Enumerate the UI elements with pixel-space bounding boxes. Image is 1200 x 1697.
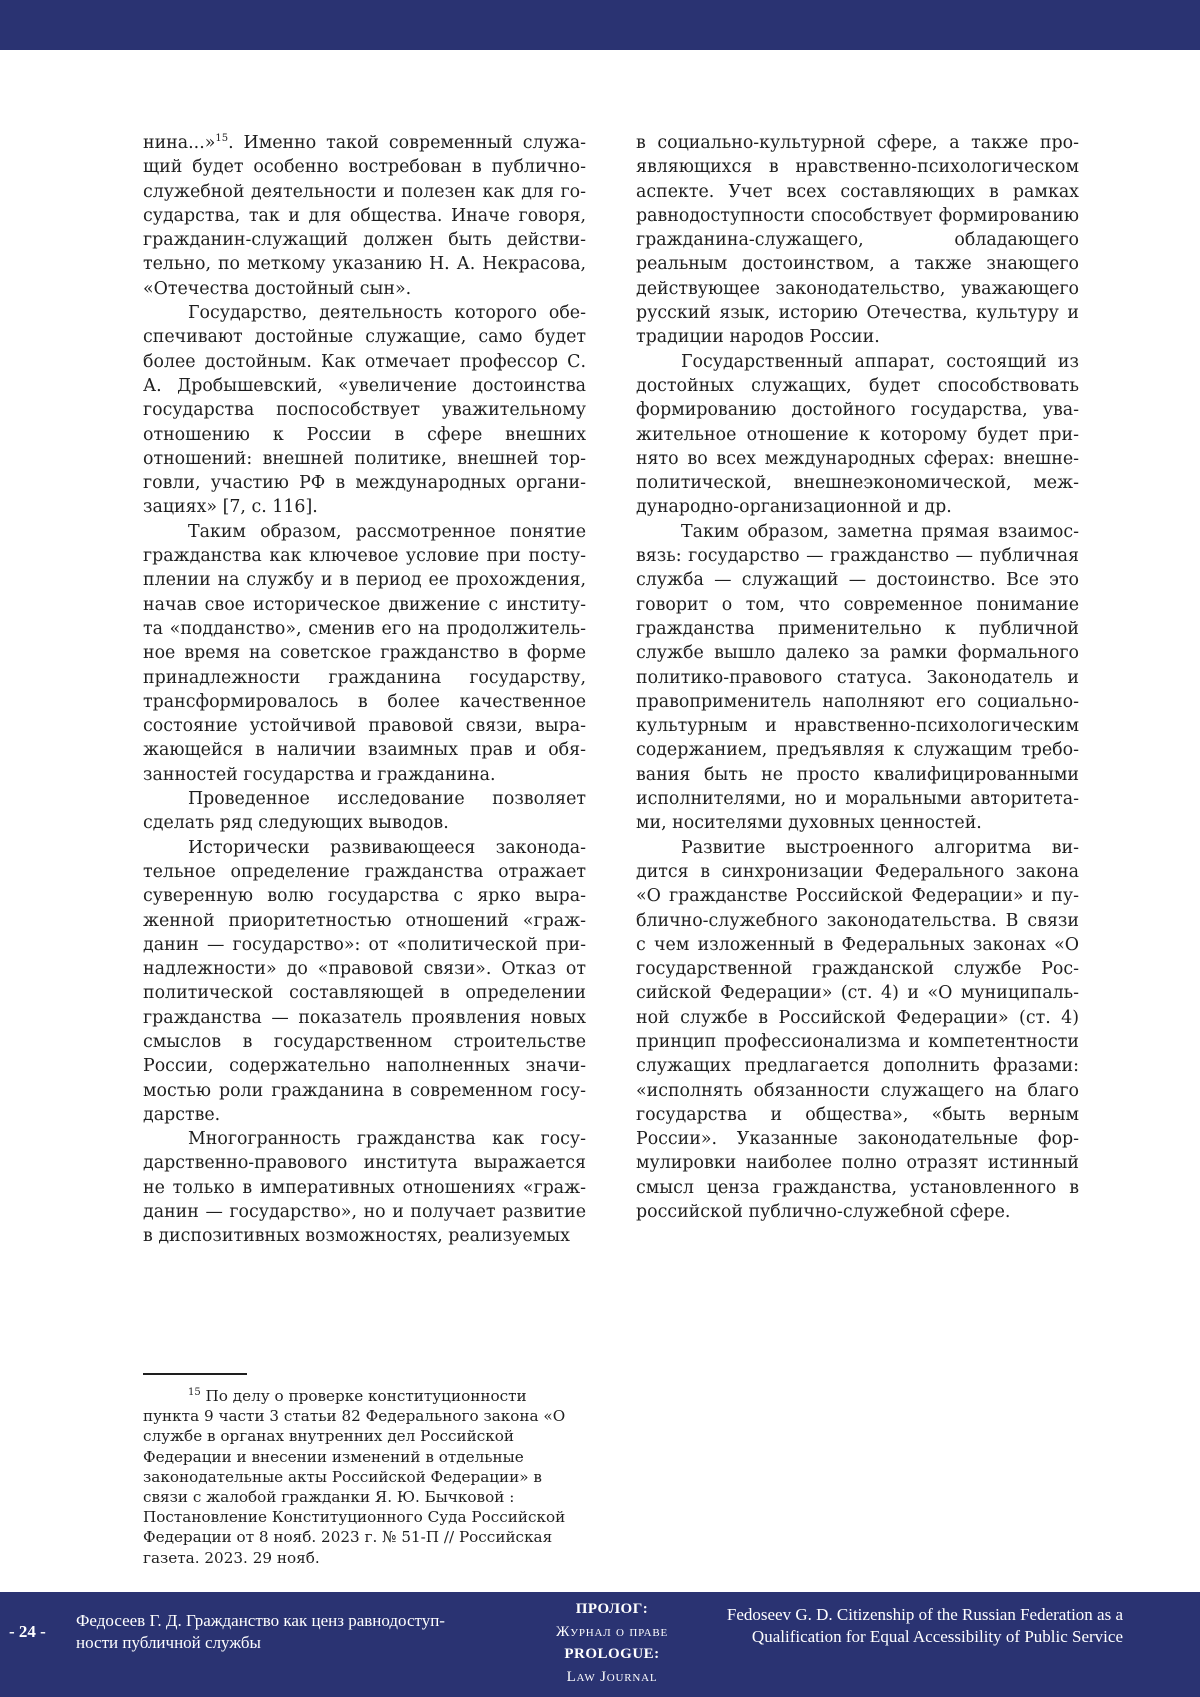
citation-ru: Федосеев Г. Д. Гражданство как ценз равнодоступности публичной службы: [76, 1611, 445, 1652]
footer-bar: [0, 1592, 1200, 1697]
citation-en: Fedoseev G. D. Citizenship of the Russian Federation as a Qualification for Equal Accessibility of Public Service: [726, 1605, 1123, 1646]
footnote-separator: [143, 1373, 247, 1375]
paragraph: Таким образом, рассмотренное понятие гражданства как ключевое условие при поступлении на службу и в период ее прохождения, начав свое историческое движение с института «подданство», сменив его на продолжительное время на советское гражданство в форме принадлежности гражданина государству, трансформировалось в более качественное состояние устойчивой правовой связи, выражающейся в наличии взаимных прав и обязанностей государства и гражданина.: [143, 521, 586, 785]
journal-title-ru: ПРОЛОГ:: [575, 1601, 649, 1617]
paragraph: Проведенное исследование позволяет сделать ряд следующих выводов.: [143, 789, 586, 834]
paragraph: Таким образом, заметна прямая взаимосвязь: государство — гражданство — публичная служба — служащий — достоинство. Все это говорит о том, что современное понимание гражданства применительно к публичной службе вышло далеко за рамки формального политико-правового статуса. Законодатель и правоприменитель наполняют его социально-культурным и нравственно-психологическим содержанием, предъявляя к служащим требования быть не просто квалифицированными исполнителями, но и моральными авторитетами, носителями духовных ценностей.: [636, 521, 1079, 834]
footnote-text: По делу о проверке конституционности пункта 9 части 3 статьи 82 Федерального закона «О службе в органах внутренних дел Российской Федерации и внесении изменений в отдельные законодательные акты Российской Федерации» в связи с жалобой гражданки Я. Ю. Бычковой : Постановление Конституционного Суда Российской Федерации от 8 нояб. 2023 г. № 51-П // Российская газета. 2023. 29 нояб.: [143, 1387, 566, 1567]
journal-subtitle-en: Law Journal: [566, 1668, 658, 1685]
footnote-ref[interactable]: 15: [215, 133, 229, 145]
right-text-column: [636, 131, 1079, 1224]
footnote: [143, 1386, 586, 1568]
paragraph: Государственный аппарат, состоящий из достойных служащих, будет способствовать формированию достойного государства, уважительное отношение к которому будет принято во всех международных сферах: внешнеполитической, внешнеэкономической, международно-организационной и др.: [636, 351, 1079, 518]
paragraph: в социально-культурной сфере, а также проявляющихся в нравственно-психологическом аспекте. Учет всех составляющих в рамках равнодоступности способствует формированию гражданина-служащего, обладающего реальным достоинством, а также знающего действующее законодательство, уважающего русский язык, историю Отечества, культуру и традиции народов России.: [636, 133, 1079, 348]
paragraph: Развитие выстроенного алгоритма видится в синхронизации Федерального закона «О гражданстве Российской Федерации» и публично-служебного законодательства. В связи с чем изложенный в Федеральных законах «О государственной гражданской службе Российской Федерации» (ст. 4) и «О муниципальной службе в Российской Федерации» (ст. 4) принцип профессионализма и компетентности служащих предлагается дополнить фразами: «исполнять обязанности служащего на благо государства и общества», «быть верным России». Указанные законодательные формулировки наиболее полно отразят истинный смысл ценза гражданства, установленного в российской публично-служебной сфере.: [636, 837, 1079, 1223]
footnote-number: 15: [188, 1386, 201, 1398]
paragraph: Государство, деятельность которого обеспечивают достойные служащие, само будет более достойным. Как отмечает профессор С. А. Дробышевский, «увеличение достоинства государства поспособствует уважительному отношению к России в сфере внешних отношений: внешней политике, внешней торговли, участию РФ в международных организациях» [7, с. 116].: [143, 303, 586, 518]
paragraph: Многогранность гражданства как государственно-правового института выражается не только в императивных отношениях «гражданин — государство», но и получает развитие в диспозитивных возможностях, реализуемых: [143, 1129, 586, 1247]
paragraph: нина...»$^{15}$. Именно такой современный служащий будет особенно востребован в публично-служебной деятельности и полезен как для государства, так и для общества. Иначе говоря, гражданин-служащий должен быть действительно, по меткому указанию Н. А. Некрасова, «Отечества достойный сын».: [143, 133, 586, 299]
top-color-bar: [0, 0, 1200, 50]
left-text-column: [143, 131, 586, 1249]
page-number: - 24 -: [9, 1622, 46, 1641]
journal-subtitle-ru: Журнал о праве: [556, 1623, 668, 1640]
paragraph: Исторически развивающееся законодательное определение гражданства отражает суверенную волю государства с ярко выраженной приоритетностью отношений «гражданин — государство»: от «политической принадлежности» до «правовой связи». Отказ от политической составляющей в определении гражданства — показатель проявления новых смыслов в государственном строительстве России, содержательно наполненных значимостью роли гражданина в современном государстве.: [143, 837, 586, 1125]
journal-logo: [520, 1598, 704, 1688]
journal-title-en: PROLOGUE:: [564, 1646, 660, 1662]
